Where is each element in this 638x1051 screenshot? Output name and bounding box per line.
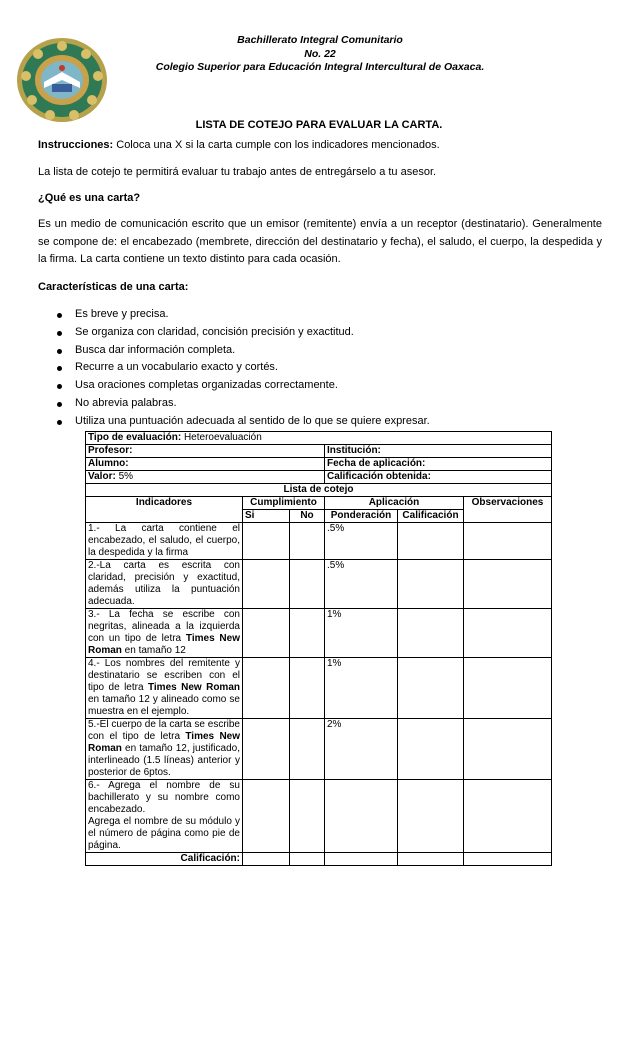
final-observations-cell[interactable]: [464, 853, 552, 866]
yes-cell[interactable]: [243, 719, 290, 780]
indicator-text-part: 2.-La carta es escrita con claridad, precisión y exactitud, además utiliza la puntuación adecuada.: [88, 560, 240, 607]
characteristic-item: [55, 324, 595, 342]
eval-type-value: Heteroevaluación: [181, 432, 262, 443]
characteristic-text: Usa oraciones completas organizadas correctamente.: [75, 379, 338, 392]
teacher-row: [86, 445, 552, 458]
indicator-text: [86, 523, 243, 560]
student-cell: Alumno:: [86, 458, 325, 471]
date-cell: Fecha de aplicación:: [325, 458, 552, 471]
yes-cell[interactable]: [243, 658, 290, 719]
bullet-icon: [57, 313, 62, 318]
weight-cell[interactable]: 1%: [325, 658, 398, 719]
no-cell[interactable]: [290, 719, 325, 780]
indicator-text: [86, 658, 243, 719]
grade-cell[interactable]: [398, 560, 464, 609]
observations-cell[interactable]: [464, 658, 552, 719]
header-row-1: [86, 497, 552, 510]
value-cell: [86, 471, 325, 484]
list-title-row: [86, 484, 552, 497]
yes-cell[interactable]: [243, 609, 290, 658]
col-indicators: Indicadores: [86, 497, 243, 523]
list-title-cell: Lista de cotejo: [86, 484, 552, 497]
weight-cell[interactable]: 1%: [325, 609, 398, 658]
final-grade-cell[interactable]: [398, 853, 464, 866]
no-cell[interactable]: [290, 609, 325, 658]
col-compliance: Cumplimiento: [243, 497, 325, 510]
bullet-icon: [57, 420, 62, 425]
yes-cell[interactable]: [243, 780, 290, 853]
teacher-cell: Profesor:: [86, 445, 325, 458]
observations-cell[interactable]: [464, 609, 552, 658]
no-cell[interactable]: [290, 780, 325, 853]
instructions-text: Coloca una X si la carta cumple con los indicadores mencionados.: [113, 139, 440, 151]
no-cell[interactable]: [290, 560, 325, 609]
bullet-icon: [57, 349, 62, 354]
characteristic-item: [55, 377, 595, 395]
indicator-text: [86, 609, 243, 658]
school-name-block: [110, 34, 530, 75]
bullet-icon: [57, 331, 62, 336]
yes-cell[interactable]: [243, 560, 290, 609]
value-value: 5%: [115, 471, 134, 482]
col-no: No: [290, 510, 325, 523]
weight-cell[interactable]: .5%: [325, 560, 398, 609]
indicator-row: [86, 523, 552, 560]
instructions-paragraph: [38, 137, 602, 155]
final-grade-row: [86, 853, 552, 866]
characteristic-text: Utiliza una puntuación adecuada al sentido de lo que se quiere expresar.: [75, 414, 430, 427]
indicator-text-part: en tamaño 12, justificado, interlineado (1.5 líneas) anterior y posterior de 6ptos.: [88, 743, 240, 778]
header-line-3: Colegio Superior para Educación Integral Intercultural de Oaxaca.: [155, 61, 485, 73]
indicator-text-part: en tamaño 12: [121, 645, 186, 656]
bullet-icon: [57, 402, 62, 407]
characteristic-text: Es breve y precisa.: [75, 308, 169, 320]
student-row: [86, 458, 552, 471]
final-weight-cell[interactable]: [325, 853, 398, 866]
definition-paragraph: Es un medio de comunicación escrito que un emisor (remitente) envía a un receptor (destinatario). Generalmente se compone de: el encabezado (membrete, dirección del destinatario y fecha), el saludo, el cuerpo, la despedida y la firma. La carta contiene un texto distinto para cada ocasión.: [38, 218, 602, 265]
indicator-text-part: en tamaño 12 y alineado como se muestra en el ejemplo.: [88, 694, 240, 717]
indicator-text-part: 1.- La carta contiene el encabezado, el saludo, el cuerpo, la despedida y la firma: [88, 523, 240, 558]
col-yes: Si: [243, 510, 290, 523]
eval-type-label: Tipo de evaluación:: [88, 432, 182, 443]
grade-cell[interactable]: [398, 780, 464, 853]
indicator-text-part: 4.- Los nombres del remitente y destinatario se escriben con el tipo de letra: [88, 658, 240, 693]
indicator-row: [86, 780, 552, 853]
header-line-2: No. 22: [304, 47, 336, 60]
col-application: Aplicación: [325, 497, 464, 510]
col-weight: Ponderación: [325, 510, 398, 523]
indicator-text-part: 5.-El cuerpo de la carta se escribe con el tipo de letra: [88, 719, 240, 742]
eval-type-cell: [86, 432, 552, 445]
indicator-font-name: Times New Roman: [147, 682, 240, 693]
col-grade: Calificación: [398, 510, 464, 523]
eval-type-row: [86, 432, 552, 445]
institution-cell: Institución:: [325, 445, 552, 458]
grade-cell[interactable]: [398, 609, 464, 658]
indicator-text-part: Agrega el nombre de su módulo y el número de página como pie de página.: [88, 816, 240, 851]
characteristic-item: [55, 306, 595, 324]
indicator-font-name: Times New Roman: [88, 731, 241, 754]
observations-cell[interactable]: [464, 780, 552, 853]
observations-cell[interactable]: [464, 523, 552, 560]
indicator-text: [86, 560, 243, 609]
indicator-row: [86, 658, 552, 719]
characteristics-heading: Características de una carta:: [38, 281, 189, 293]
bullet-icon: [57, 366, 62, 371]
characteristic-item: [55, 395, 595, 413]
characteristic-item: [55, 413, 595, 431]
characteristic-text: No abrevia palabras.: [75, 396, 177, 409]
characteristic-item: [55, 342, 595, 360]
value-row: [86, 471, 552, 484]
final-grade-label: Calificación:: [86, 853, 243, 866]
no-cell[interactable]: [290, 523, 325, 560]
characteristic-text: Recurre a un vocabulario exacto y cortés.: [75, 361, 278, 374]
weight-cell[interactable]: [325, 780, 398, 853]
indicator-row: [86, 719, 552, 780]
grade-obtained-cell: Calificación obtenida:: [325, 471, 552, 484]
final-no-cell[interactable]: [290, 853, 325, 866]
grade-cell[interactable]: [398, 658, 464, 719]
characteristic-text: Se organiza con claridad, concisión precisión y exactitud.: [75, 325, 354, 338]
weight-cell[interactable]: 2%: [325, 719, 398, 780]
characteristics-list: [55, 306, 595, 431]
indicator-row: [86, 609, 552, 658]
instructions-label: Instrucciones:: [38, 139, 114, 151]
indicator-text-part: 6.- Agrega el nombre de su bachillerato y su nombre como encabezado.: [88, 780, 240, 815]
header-line-1: Bachillerato Integral Comunitario: [237, 34, 403, 46]
grade-cell[interactable]: [398, 719, 464, 780]
indicator-row: [86, 560, 552, 609]
characteristic-text: Busca dar información completa.: [75, 343, 236, 356]
no-cell[interactable]: [290, 658, 325, 719]
characteristic-item: [55, 359, 595, 377]
school-logo-emblem-icon: [14, 36, 110, 124]
value-label: Valor:: [88, 471, 116, 482]
final-yes-cell[interactable]: [243, 853, 290, 866]
col-observations: Observaciones: [464, 497, 552, 523]
question-heading: ¿Qué es una carta?: [38, 192, 141, 204]
indicator-text-part: 3.- La fecha se escribe con negritas, alineada a la izquierda con un tipo de letra: [88, 609, 240, 644]
indicator-text: [86, 780, 243, 853]
grade-cell[interactable]: [398, 523, 464, 560]
observations-cell[interactable]: [464, 719, 552, 780]
bullet-icon: [57, 384, 62, 389]
checklist-table: [85, 431, 552, 866]
weight-cell[interactable]: .5%: [325, 523, 398, 560]
page-title: LISTA DE COTEJO PARA EVALUAR LA CARTA.: [195, 119, 443, 131]
yes-cell[interactable]: [243, 523, 290, 560]
note-paragraph: La lista de cotejo te permitirá evaluar tu trabajo antes de entregárselo a tu asesor.: [38, 166, 437, 178]
indicator-text: [86, 719, 243, 780]
document-header: [0, 34, 638, 124]
indicator-font-name: Times New Roman: [88, 633, 240, 656]
observations-cell[interactable]: [464, 560, 552, 609]
